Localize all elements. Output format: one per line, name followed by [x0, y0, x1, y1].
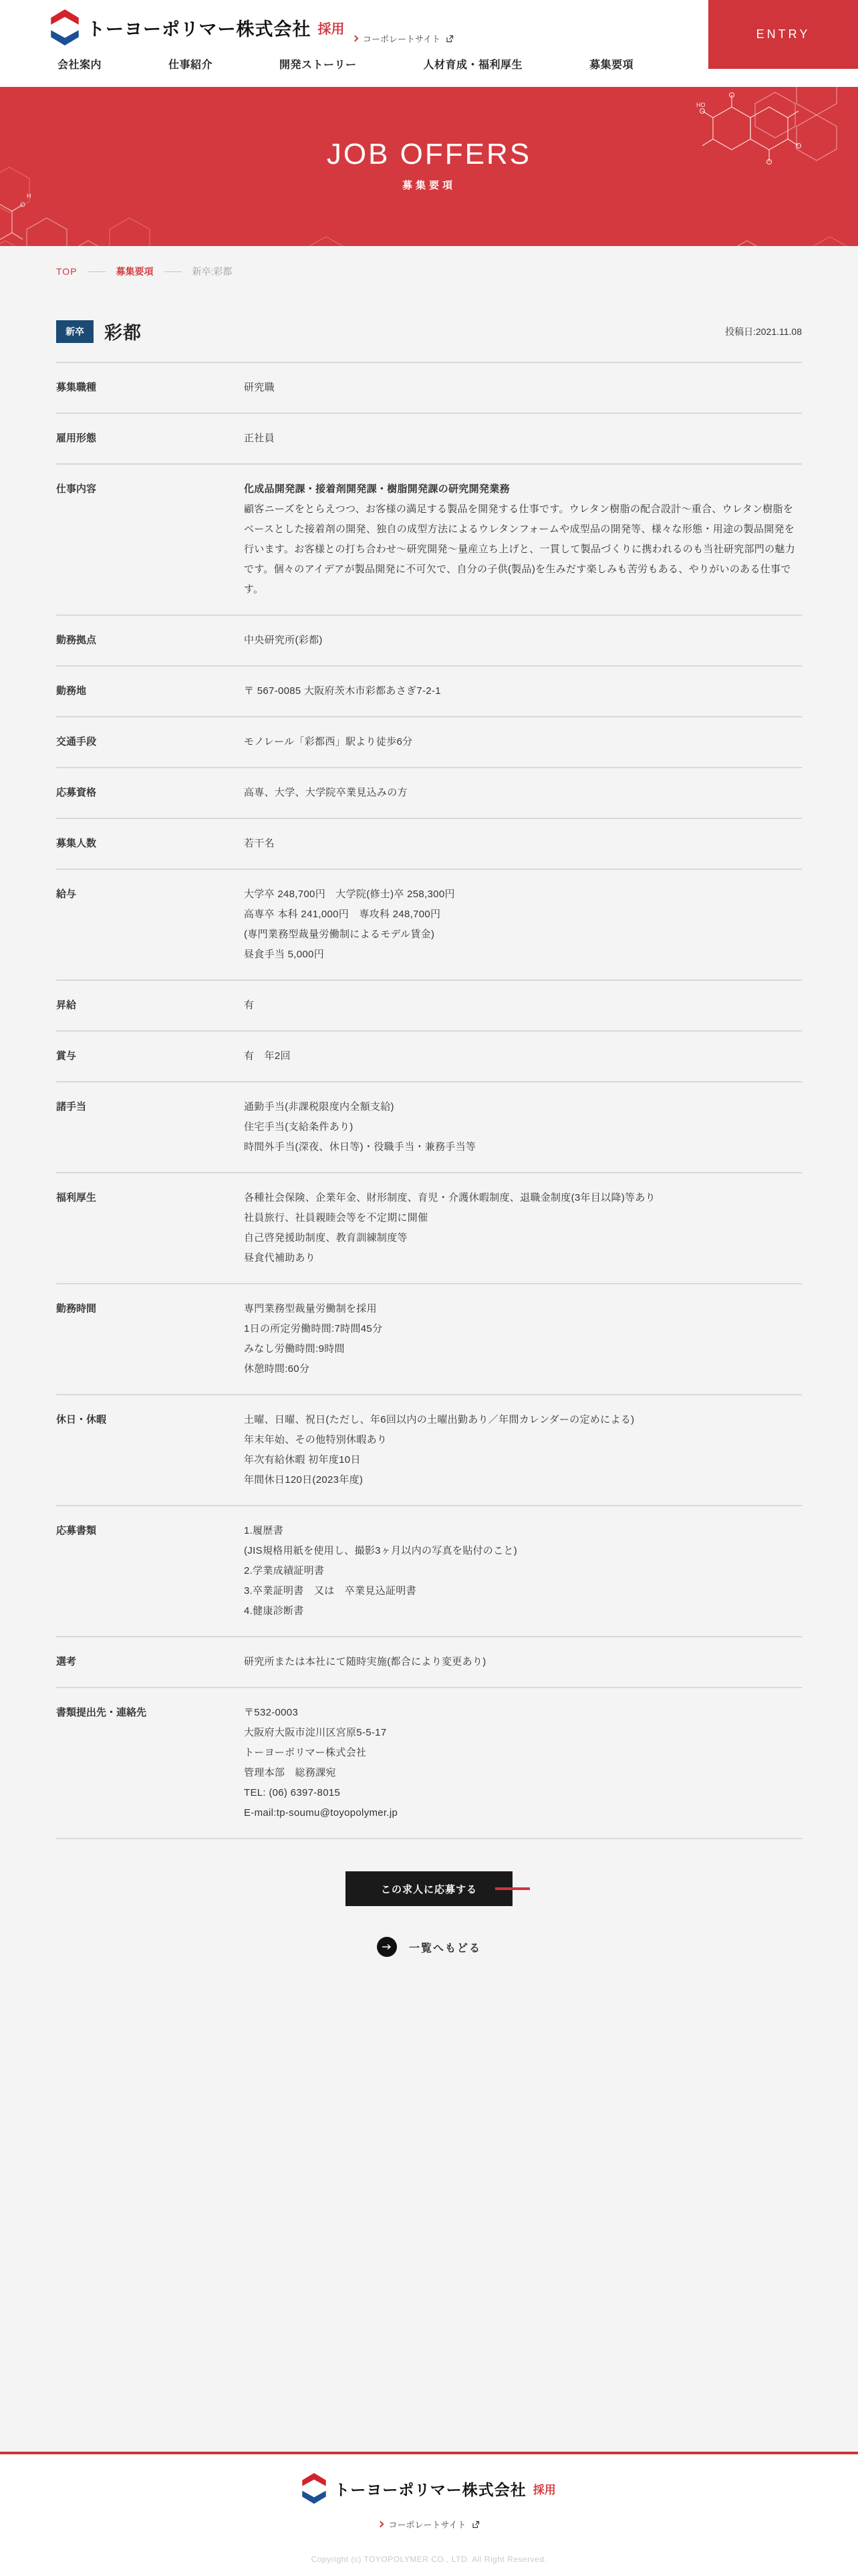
- nav-work[interactable]: 仕事紹介: [168, 60, 213, 71]
- job-row: [56, 614, 802, 665]
- atom-label-ho: HO: [696, 102, 706, 108]
- job-row: [56, 1283, 802, 1394]
- back-to-list-label: 一覧へもどる: [408, 1942, 481, 1954]
- job-row-label: 賞与: [56, 1050, 77, 1062]
- job-row: [56, 1081, 802, 1172]
- job-row-value: 〒532-0003 大阪府大阪市淀川区宮原5-5-17 トーヨーポリマー株式会社 管理本部 総務課宛 TEL: (06) 6397-8015 E-mail:tp-soumu@toyopolymer.jp: [244, 1707, 398, 1819]
- nav-development-story[interactable]: 開発ストーリー: [279, 60, 357, 71]
- job-row-label: 勤務拠点: [56, 634, 97, 646]
- job-row-value: 各種社会保険、企業年金、財形制度、育児・介護休暇制度、退職金制度(3年目以降)等あり 社員旅行、社員親睦会等を不定期に開催 自己啓発援助制度、教育訓練制度等 昼食代補助あり: [244, 1192, 656, 1264]
- job-row-value: 研究所または本社にて随時実施(都合により変更あり): [244, 1656, 486, 1667]
- chevron-right-icon: [352, 35, 359, 42]
- corporate-site-label: コーポレートサイト: [363, 34, 441, 44]
- job-row: [56, 979, 802, 1030]
- job-row-label: 募集職種: [56, 382, 97, 393]
- site-header: [0, 0, 858, 87]
- actions: [56, 1839, 802, 1957]
- job-row-label: 交通手段: [56, 736, 97, 747]
- job-row-value: 専門業務型裁量労働制を採用 1日の所定労働時間:7時間45分 みなし労働時間:9時間 休憩時間:60分: [244, 1303, 383, 1375]
- job-row-value: 有 年2回: [244, 1050, 291, 1062]
- job-row-label: 募集人数: [56, 838, 97, 849]
- job-row-label: 給与: [56, 889, 77, 900]
- job-row-value: 通勤手当(非課税限度内全額支給) 住宅手当(支給条件あり) 時間外手当(深夜、休日等)・役職手当・兼務手当等: [244, 1101, 476, 1153]
- job-row-label: 勤務時間: [56, 1303, 97, 1314]
- hero-banner: [0, 87, 858, 246]
- company-logo-icon: [51, 9, 79, 45]
- hero-subtitle: 募集要項: [402, 180, 456, 191]
- company-name: トーヨーポリマー株式会社: [334, 2480, 527, 2498]
- chevron-right-icon: [378, 2521, 384, 2528]
- company-logo-icon: [302, 2473, 326, 2504]
- job-row-value: 土曜、日曜、祝日(ただし、年6回以内の土曜出勤あり／年間カレンダーの定めによる) 年末年始、その他特別休暇あり 年次有給休暇 初年度10日 年間休日120日(2023年度): [244, 1414, 635, 1486]
- posted-date: 投稿日:2021.11.08: [725, 326, 802, 337]
- job-row-value: モノレール「彩都西」駅より徒歩6分: [244, 736, 413, 747]
- entry-button[interactable]: ENTRY: [708, 0, 858, 69]
- nav-company[interactable]: 会社案内: [57, 60, 102, 71]
- job-row: [56, 1505, 802, 1636]
- site-label: 採用: [533, 2483, 556, 2496]
- job-row: [56, 413, 802, 463]
- job-row: [56, 1636, 802, 1687]
- page-title: 彩都: [104, 323, 142, 343]
- job-row-label: 応募書類: [56, 1525, 97, 1536]
- footer-logo[interactable]: [302, 2473, 556, 2504]
- job-detail: [0, 318, 858, 1957]
- job-row-label: 選考: [56, 1656, 77, 1667]
- atom-label-h: H: [27, 193, 31, 199]
- site-footer: [0, 2452, 858, 2576]
- breadcrumb-current: 新卒:彩都: [192, 266, 233, 277]
- job-row: [56, 716, 802, 767]
- job-row: [56, 868, 802, 979]
- job-row: [56, 1394, 802, 1505]
- hero-title: JOB OFFERS: [326, 138, 532, 170]
- header-logo[interactable]: [51, 9, 344, 45]
- job-row: [56, 1030, 802, 1081]
- job-table: [56, 362, 802, 1839]
- job-row-value: 高専、大学、大学院卒業見込みの方: [244, 787, 408, 798]
- job-row: [56, 1172, 802, 1283]
- arrow-dash-icon: [495, 1887, 530, 1890]
- job-row-value: 研究職: [244, 382, 275, 393]
- external-link-icon: [472, 2521, 480, 2529]
- job-row: [56, 463, 802, 614]
- job-row-label: 福利厚生: [56, 1192, 97, 1203]
- job-row-value: 正社員: [244, 433, 275, 444]
- main-nav: [57, 56, 633, 72]
- job-row: [56, 767, 802, 818]
- job-row-value: 大学卒 248,700円 大学院(修士)卒 258,300円 高専卒 本科 241,000円 専攻科 248,700円 (専門業務型裁量労働制によるモデル賃金) 昼食手当 5,000円: [244, 889, 455, 960]
- job-row-label: 休日・休暇: [56, 1414, 107, 1425]
- job-row-label: 書類提出先・連絡先: [56, 1707, 147, 1718]
- back-to-list-link[interactable]: [377, 1937, 481, 1957]
- apply-button-label: この求人に応募する: [380, 1883, 477, 1895]
- job-row-value: 中央研究所(彩都): [244, 634, 323, 646]
- job-row-value: 化成品開発課・接着剤開発課・樹脂開発課の研究開発業務 顧客ニーズをとらえつつ、お客様の満足する製品を開発する仕事です。ウレタン樹脂の配合設計〜重合、ウレタン樹脂をベースとした接着剤の開発、独自の成型方法によるウレタンフォームや成型品の開発等、様々な形態・用途の製品開発を行います。お客様との打ち合わせ〜研究開発〜量産立ち上げと、一貫して製品づくりに携われるのも当社研究部門の魅力です。個々のアイデアが製品開発に不可欠で、自分の子供(製品)を生みだす楽しみも苦労もある、やりがいのある仕事です。: [244, 483, 796, 595]
- job-row: [56, 362, 802, 413]
- job-row-value: 1.履歴書 (JIS規格用紙を使用し、撮影3ヶ月以内の写真を貼付のこと) 2.学業成績証明書 3.卒業証明書 又は 卒業見込証明書 4.健康診断書: [244, 1525, 518, 1617]
- spacer: [0, 1957, 858, 2452]
- corporate-site-link[interactable]: [353, 32, 454, 45]
- job-row: [56, 665, 802, 716]
- job-row-label: 応募資格: [56, 787, 97, 798]
- breadcrumb-job-offers[interactable]: 募集要項: [116, 266, 154, 277]
- job-row-label: 昇給: [56, 1000, 77, 1011]
- job-row-label: 仕事内容: [56, 483, 97, 495]
- breadcrumb-separator: [88, 271, 106, 272]
- job-row-value: 〒 567-0085 大阪府茨木市彩都あさぎ7-2-1: [244, 685, 441, 697]
- copyright: Copyright (c) TOYOPOLYMER CO., LTD. All Right Reserved.: [311, 2555, 547, 2564]
- job-title-row: [56, 318, 802, 344]
- job-row-value: 若干名: [244, 838, 275, 849]
- job-row: [56, 1687, 802, 1838]
- apply-button[interactable]: [345, 1871, 513, 1906]
- breadcrumb: [0, 246, 858, 278]
- nav-job-offers[interactable]: 募集要項: [589, 60, 634, 71]
- footer-corporate-site-label: コーポレートサイト: [388, 2520, 466, 2530]
- company-name: トーヨーポリマー株式会社: [87, 19, 311, 39]
- new-grad-badge: 新卒: [56, 320, 94, 343]
- job-row-value: 有: [244, 1000, 255, 1011]
- breadcrumb-top[interactable]: TOP: [56, 266, 78, 277]
- breadcrumb-separator: [164, 271, 182, 272]
- nav-training-welfare[interactable]: 人材育成・福利厚生: [423, 60, 523, 71]
- job-row-label: 勤務地: [56, 685, 87, 697]
- arrow-right-circle-icon: [377, 1937, 397, 1957]
- job-row: [56, 818, 802, 868]
- external-link-icon: [446, 35, 454, 43]
- job-row-label: 諸手当: [56, 1101, 87, 1113]
- footer-corporate-site-link[interactable]: [378, 2518, 479, 2531]
- job-row-label: 雇用形態: [56, 433, 97, 444]
- site-label: 採用: [317, 21, 345, 37]
